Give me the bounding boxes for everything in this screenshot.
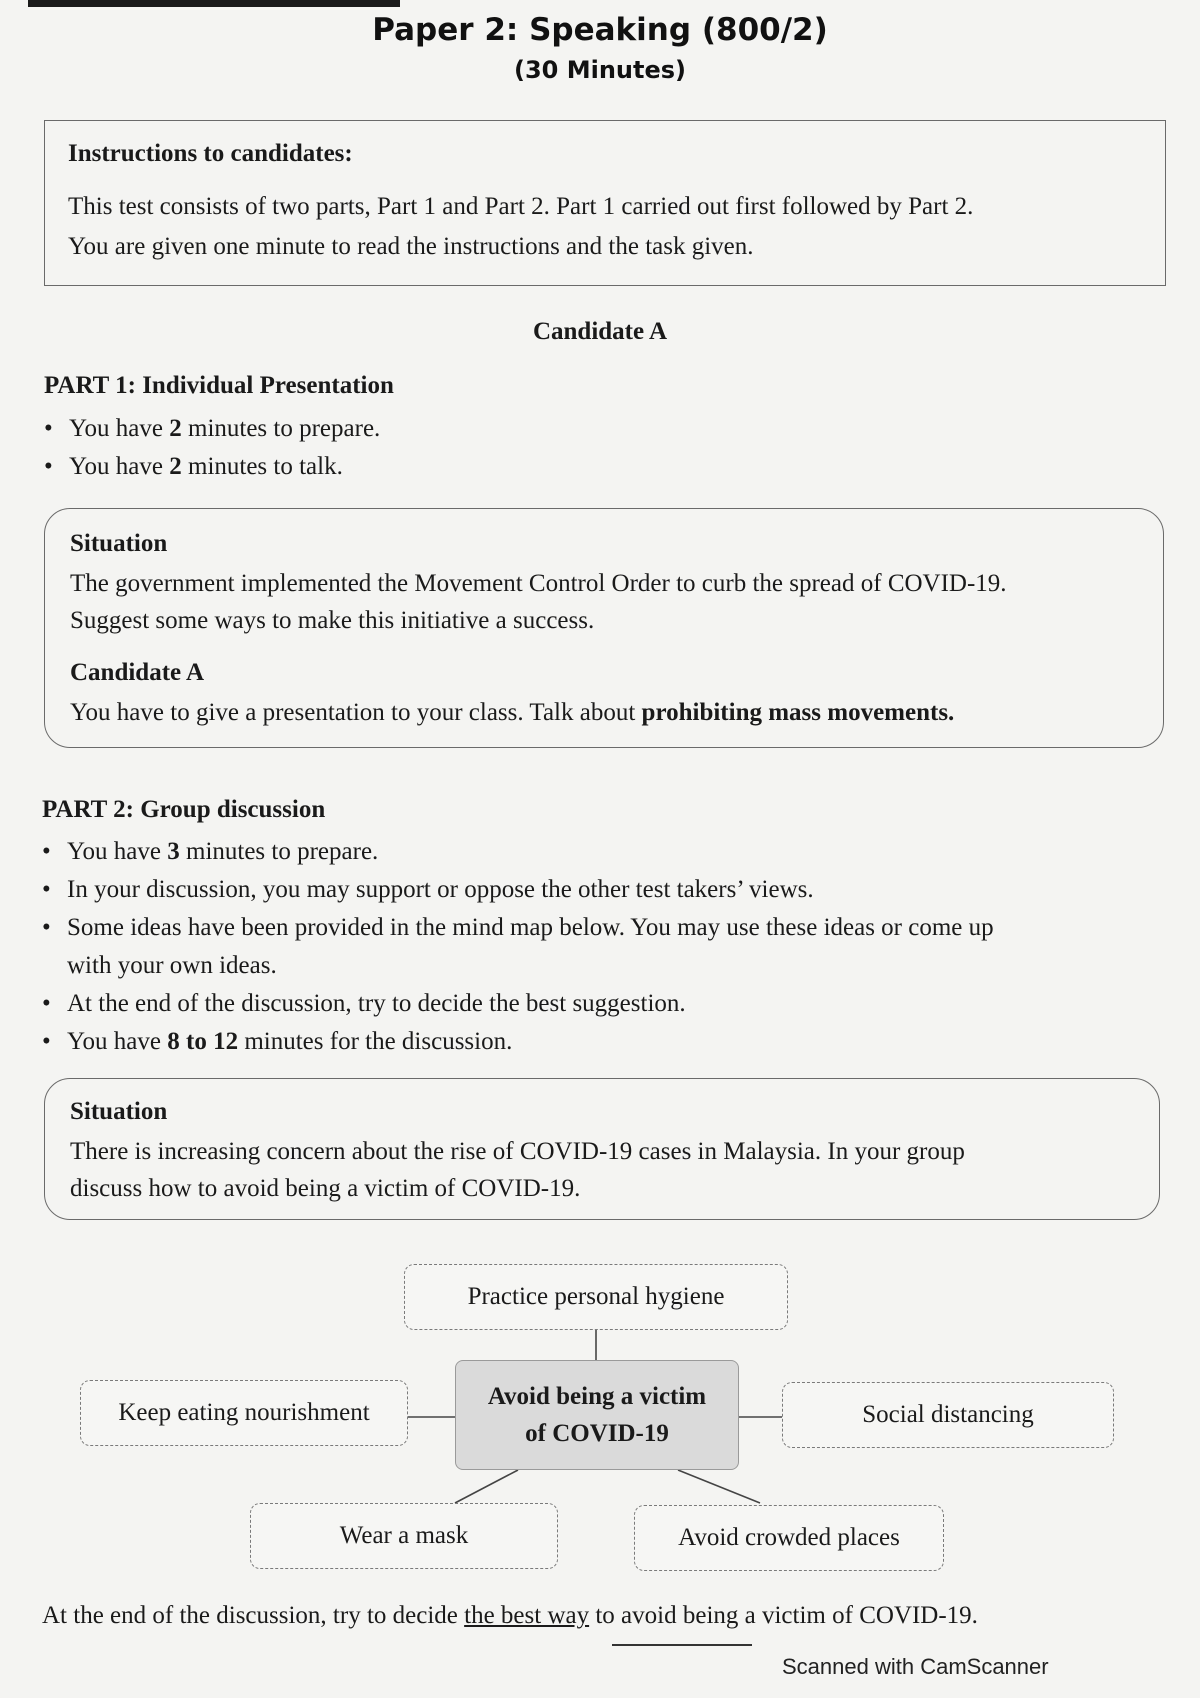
connector-bottom-right [678,1470,760,1503]
closing-instruction: At the end of the discussion, try to decide the best way to avoid being a victim of COVID-19. [42,1602,978,1629]
page-duration: (30 Minutes) [513,56,686,84]
candidate-label: Candidate A [532,318,668,345]
mindmap-node-top: Practice personal hygiene [404,1264,788,1330]
part1-situation-line-2: Suggest some ways to make this initiative a success. [70,607,595,634]
mindmap-center-node [455,1360,739,1470]
mindmap-center-line-1: Avoid being a victim [487,1383,707,1410]
part1-situation-heading: Situation [70,530,168,557]
instructions-line-1: This test consists of two parts, Part 1 and Part 2. Part 1 carried out first followed by Part 2. [68,193,974,220]
part2-situation-line-2: discuss how to avoid being a victim of COVID-19. [70,1175,581,1202]
part2-bullet: • Some ideas have been provided in the mind map below. You may use these ideas or come up with your own ideas. [42,909,1172,985]
camscanner-watermark: Scanned with CamScanner [782,1654,1049,1679]
bottom-rule [612,1644,752,1646]
instructions-line-2: You are given one minute to read the instructions and the task given. [68,233,754,260]
mindmap-node-bottom-left: Wear a mask [250,1503,558,1569]
mindmap-center-line-2: of COVID-19 [525,1420,669,1447]
mindmap-node-right: Social distancing [782,1382,1114,1448]
part1-bullet: • You have 2 minutes to prepare. [44,410,380,448]
mindmap-node-left: Keep eating nourishment [80,1380,408,1446]
part1-heading: PART 1: Individual Presentation [44,372,394,399]
connector-bottom-left [455,1470,518,1503]
part2-situation-heading: Situation [70,1098,168,1125]
mindmap-node-bottom-right: Avoid crowded places [634,1505,944,1571]
part1-bullet: • You have 2 minutes to talk. [44,448,380,486]
part1-candidate-heading: Candidate A [70,659,205,686]
part1-candidate-text: You have to give a presentation to your class. Talk about prohibiting mass movements. [70,699,955,726]
part2-heading: PART 2: Group discussion [42,796,326,823]
part2-bullet: • In your discussion, you may support or oppose the other test takers’ views. [42,871,1172,909]
best-way-underlined: the best way [464,1602,590,1629]
part2-bullet: • At the end of the discussion, try to decide the best suggestion. [42,985,1172,1023]
part1-topic: prohibiting mass movements. [641,699,955,726]
part1-situation-line-1: The government implemented the Movement Control Order to curb the spread of COVID-19. [70,570,1007,597]
part2-bullet: • You have 8 to 12 minutes for the discussion. [42,1023,1172,1061]
instructions-heading: Instructions to candidates: [68,140,353,167]
part2-situation-line-1: There is increasing concern about the rise of COVID-19 cases in Malaysia. In your group [70,1138,965,1165]
page-title: Paper 2: Speaking (800/2) [372,12,828,48]
part2-bullet: • You have 3 minutes to prepare. [42,833,1172,871]
